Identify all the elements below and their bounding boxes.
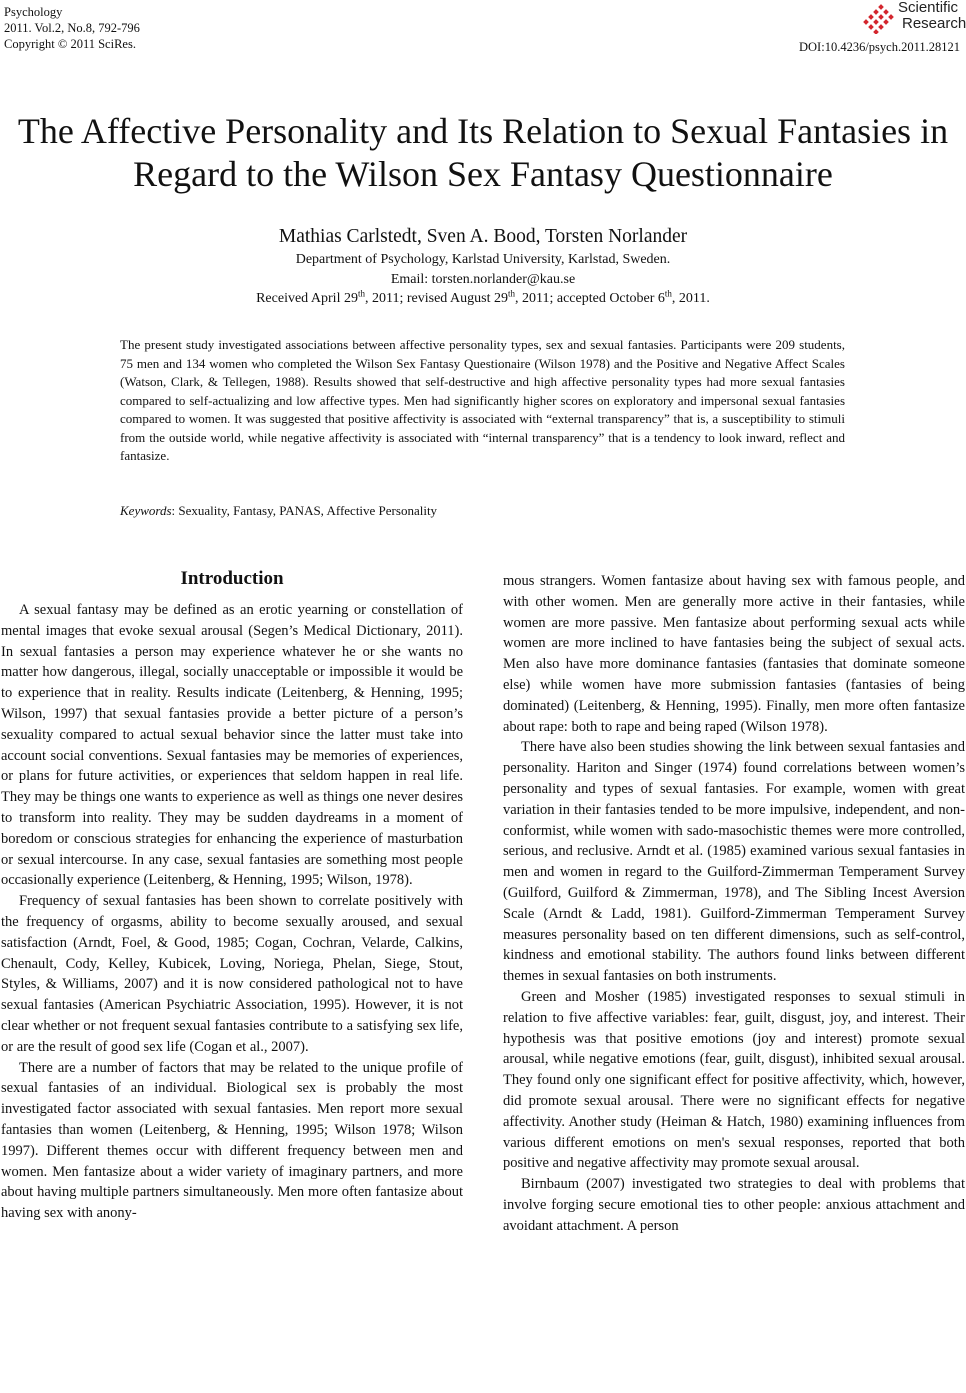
publisher-name	[898, 0, 966, 32]
logo-dot	[883, 19, 889, 25]
journal-header	[4, 4, 140, 52]
paragraph: Frequency of sexual fantasies has been shown to correlate positively with the frequency of orgasms, ability to become sexually aroused, and sexual satisfaction (Arndt, Foel, & Good, 1985; Cogan, Cochran, Velarde, Calkins, Chenault, Cody, Kelley, Kubicek, Loving, Noriega, Phelan, Siege, Stout, Styles, & Williams, 2007) and it is now considered pathological not to have sexual fantasies (American Psychiatric Association, 1995). However, it is not clear whether or not frequent sexual fantasies contribute to a satisfying sex life, or are the result of good sex life (Cogan et al., 2007).	[1, 893, 463, 1055]
doi: DOI:10.4236/psych.2011.28121	[799, 40, 960, 54]
logo-dot	[873, 29, 879, 34]
paragraph: Birnbaum (2007) investigated two strategies to deal with problems that involve forging secure emotional ties to other people: anxious attachment and avoidant attachment. A person	[503, 1176, 965, 1234]
revised-label: , 2011; revised August 29	[364, 291, 508, 306]
authors: Mathias Carlstedt, Sven A. Bood, Torsten Norlander	[278, 226, 688, 247]
journal-volume: 2011. Vol.2, No.8, 792-796	[4, 21, 140, 35]
paragraph: mous strangers. Women fantasize about having sex with famous people, and with other women. Men are generally more active in their fantasies, while women are more passive. Men fantasize about performing sexual acts while women are more inclined to have fantasies being the subject of sexual acts. Men also have more dominance fantasies (fantasies that dominate someone else) while women have more submission fantasies (fantasies of being dominated) (Leitenberg, & Henning, 1995). Finally, men more often fantasize about rape: both to rape and being raped (Wilson 1978).	[503, 573, 965, 735]
paragraph: Green and Mosher (1985) investigated responses to sexual stimuli in relation to five affective variables: fear, guilt, disgust, joy, and interest. Their hypothesis was that positive emotions (joy and interest) promote sexual arousal, while negative emotions (fear, guilt, disgust), inhibited sexual arousal. They found only one significant effect for positive affectivity, which, however, did promote sexual arousal. There were no significant effects for negative affectivity. Another study (Heiman & Hatch, 1980) examining influences from various different emotions on men's sexual responses, reported that both positive and negative affectivity may promote sexual arousal.	[503, 988, 965, 1172]
logo-dot	[883, 9, 889, 15]
abstract: The present study investigated associations between affective personality types, sex and sexual fantasies. Participants were 209 students, 75 men and 134 women who completed the Wilson Sex Fantasy Questionaire (Wilson 1978) and the Positive and Negative Affect Scales (Watson, Clark, & Tellegen, 1988). Results showed that self-destructive and high affective personality types had more sexual fantasies compared to self-actualizing and low affective types. Men had significantly higher scores on exploratory and impersonal sexual fantasies compared to women. It was suggested that positive affectivity is associated with “external transparency” that is, a susceptibility to stimuli from the outside world, while negative affectivity is associated with “internal transparency” that is a tendency to look inward, reflect and fantasize.	[120, 337, 845, 463]
received-sup: th	[357, 288, 365, 299]
keywords-label: Keywords	[120, 503, 172, 518]
received-label: Received April 29	[256, 291, 358, 306]
logo-dot	[873, 19, 879, 25]
journal-copyright: Copyright © 2011 SciRes.	[4, 37, 136, 51]
publisher-line1: Scientific	[898, 0, 959, 16]
logo-dot	[888, 14, 894, 20]
paper-title	[0, 110, 966, 196]
paper-title-line1: The Affective Personality and Its Relation to Sexual Fantasies in	[17, 111, 949, 151]
paragraph: A sexual fantasy may be defined as an erotic yearning or constellation of mental images that evoke sexual arousal (Segen’s Medical Dictionary, 2011). In sexual fantasies a person may experience whatever he or she wants no matter how dangerous, illegal, socially unacceptable or impossible it would be to experience that in reality. Results indicate (Leitenberg, & Henning, 1995; Wilson, 1997) that sexual fantasies provide a better picture of a person’s sexuality compared to actual sexual behavior since the latter must take into account social conventions. Sexual fantasies may be memories of experiences, or plans for future activities, or experiences that seldom happen in real life. They may be things one wants to experience as well as things one never desires to transform into reality. They may be sudden daydreams in a moment of boredom or conscious strategies for enhancing the experience of masturbation or sexual intercourse. In any case, sexual fantasies are something most people occasionally experience (Leitenberg, & Henning, 1995; Wilson, 1978).	[1, 602, 463, 889]
date-end: , 2011.	[671, 291, 710, 306]
journal-name: Psychology	[4, 5, 63, 19]
paragraph: There have also been studies showing the link between sexual fantasies and personality. Hariton and Singer (1974) found correlations between women’s personality and types of sexual fantasies. For example, women with great variation in their fantasies tended to be more impulsive, independent, and non-conformist, while women with sado-masochistic themes were more controlled, serious, and reclusive. Arndt et al. (1985) examined various sexual fantasies in men and women in regard to the Guilford-Zimmerman Temperament Survey (Guilford, Guilford & Zimmerman, 1978), and The Sibling Incest Aversion Scale (Arndt & Ladd, 1981). Guilford-Zimmerman Temperament Survey measures personality based on ten different dimensions, such as self-control, kindness and emotional stability. The authors found links between different themes in sexual fantasies on both instruments.	[503, 739, 965, 985]
logo-dot	[878, 24, 884, 30]
keywords-list: : Sexuality, Fantasy, PANAS, Affective Personality	[171, 503, 438, 518]
scientific-research-logo-icon	[862, 2, 896, 34]
keywords	[120, 503, 437, 519]
publisher-line2: Research	[902, 15, 966, 32]
logo-dot	[878, 4, 884, 10]
paper-title-line2: Regard to the Wilson Sex Fantasy Questionnaire	[133, 154, 833, 194]
left-column	[1, 566, 463, 1224]
logo-dot	[863, 19, 869, 25]
logo-dot	[873, 9, 879, 15]
logo-dot	[868, 24, 874, 30]
logo-dot	[878, 14, 884, 20]
paragraph: There are a number of factors that may be related to the unique profile of sexual fantasies of an individual. Biological sex is probably the most investigated factor associated with sexual fantasies. Men report more sexual fantasies than women (Leitenberg, & Henning, 1995; Wilson 1978; Wilson 1997). Different themes occur with different frequency between men and women. Men fantasize about a wider variety of imaginary partners, and more about having multiple partners simultaneously. Men more often fantasize about having sex with anony-	[1, 1059, 463, 1222]
email: Email: torsten.norlander@kau.se	[390, 272, 576, 287]
publisher-logo	[862, 0, 966, 36]
accepted-sup: th	[664, 288, 672, 299]
received-dates	[0, 288, 966, 307]
right-column	[503, 571, 965, 1237]
revised-sup: th	[507, 288, 515, 299]
section-title-introduction: Introduction	[180, 568, 284, 589]
logo-dot	[868, 14, 874, 20]
accepted-label: , 2011; accepted October 6	[514, 291, 665, 306]
affiliation: Department of Psychology, Karlstad University, Karlstad, Sweden.	[295, 252, 671, 267]
